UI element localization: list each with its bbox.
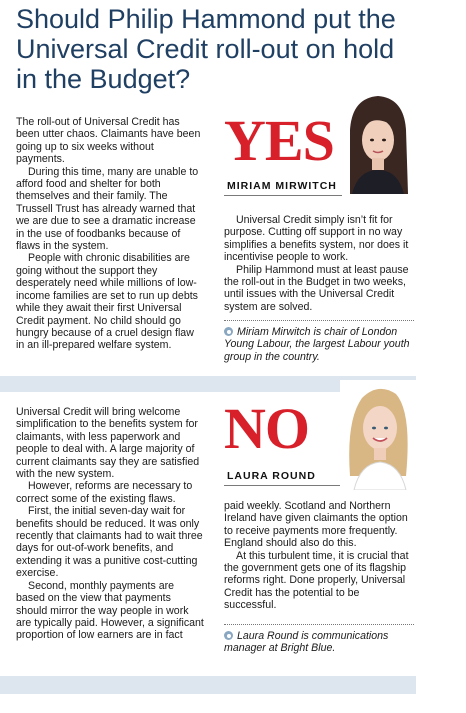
bullet-icon: [224, 327, 233, 336]
no-paragraph: First, the initial seven-day wait for benefits should be reduced. It was only recently that claimants had to wait three days for out-of-work benefits, and extending it was a punitive cost-cutting exercise.: [16, 505, 203, 580]
yes-author-photo: [340, 90, 416, 194]
no-paragraph: Universal Credit will bring welcome simplification to the benefits system for claimants, with less paperwork and people to deal with. A large majority of current claimants say they are satisfied with the new system.: [16, 406, 200, 481]
no-bio-rule: [224, 624, 414, 625]
yes-paragraph: The roll-out of Universal Credit has been utter chaos. Claimants have been going up to six weeks without payments.: [16, 116, 201, 166]
yes-author-name: MIRIAM MIRWITCH: [227, 180, 337, 192]
no-paragraph: Second, monthly payments are based on the view that payments should mirror the way people in work are typically paid. However, a significant proportion of low earners are in fact: [16, 579, 204, 642]
no-verdict: NO: [224, 396, 309, 461]
no-author-rule: [224, 485, 342, 486]
yes-author-rule: [224, 195, 342, 196]
headline: Should Philip Hammond put the Universal Credit roll-out on hold in the Budget?: [16, 4, 396, 94]
yes-right-column: [224, 214, 412, 313]
no-paragraph: However, reforms are necessary to correct some of the existing flaws.: [16, 480, 193, 505]
no-paragraph: paid weekly. Scotland and Northern Ireland have given claimants the option to receive payments more frequently. England should also do this.: [224, 500, 408, 550]
yes-bio-rule: [224, 320, 414, 321]
yes-left-column: [16, 116, 204, 352]
yes-paragraph: Philip Hammond must at least pause the roll-out in the Budget in two weeks, until issues with the Universal Credit system are solved.: [224, 263, 409, 313]
yes-verdict: YES: [224, 108, 334, 173]
yes-paragraph: People with chronic disabilities are going without the support they desperately need while millions of low-income families are set to run up debts while they await their first Universal Credit payment. No child should go hungry because of a cruel design flaw in an ill-prepared welfare system.: [16, 252, 198, 352]
no-author-photo: [340, 380, 416, 490]
no-bio: [224, 630, 414, 655]
yes-bio-text: Miriam Mirwitch is chair of London Young Labour, the largest Labour youth group in the country.: [224, 326, 410, 363]
no-left-column: [16, 406, 204, 642]
bottom-band: [0, 676, 416, 694]
bullet-icon: [224, 631, 233, 640]
yes-bio: [224, 326, 414, 363]
no-right-column: [224, 500, 412, 612]
yes-paragraph: Universal Credit simply isn’t fit for purpose. Cutting off support in no way simplifies a benefits system, nor does it incentivise people to work.: [224, 214, 409, 264]
yes-paragraph: During this time, many are unable to afford food and shelter for both themselves and their family. The Trussell Trust has already warned that we are due to see a dramatic increase in the use of foodbanks because of flaws in the system.: [16, 165, 199, 253]
no-author-name: LAURA ROUND: [227, 470, 316, 482]
no-paragraph: At this turbulent time, it is crucial that the government gets one of its flagship reforms right. Done properly, Universal Credit has the potential to be successful.: [224, 549, 409, 612]
no-bio-text: Laura Round is communications manager at Bright Blue.: [224, 630, 389, 655]
